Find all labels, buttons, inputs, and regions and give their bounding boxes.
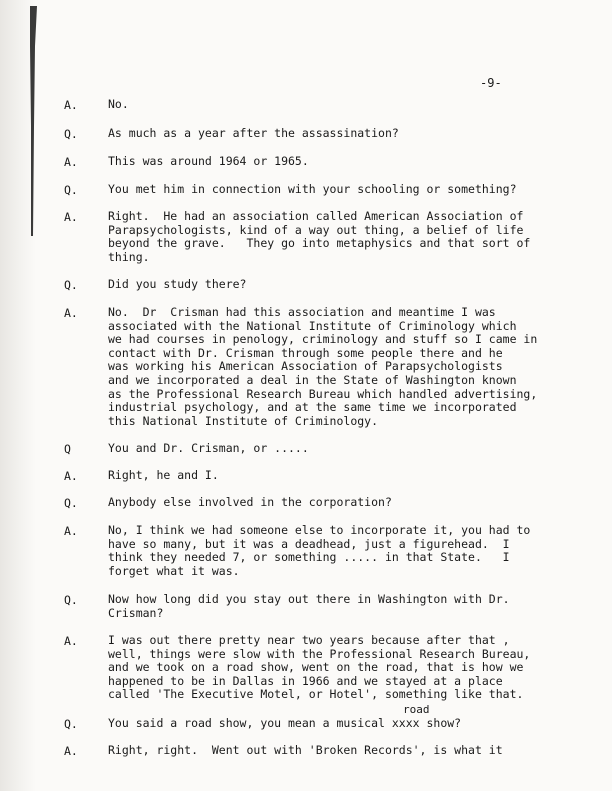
answer-text: No. — [108, 97, 129, 111]
speaker-label: Q. — [64, 278, 78, 292]
answer-line: we had courses in penology, criminology and stuff so I came in — [108, 332, 538, 347]
answer-line: I was out there pretty near two years because after that , — [108, 633, 510, 647]
answer-line: thing. — [108, 249, 150, 264]
overtyped-correction: road — [403, 703, 430, 716]
answer-line: No. Dr Crisman had this association and meantime I was — [108, 305, 496, 319]
question-line: Now how long did you stay out there in Washington with Dr. — [108, 592, 510, 606]
question-text: As much as a year after the assassination? — [108, 126, 399, 140]
speaker-label: A. — [64, 155, 78, 169]
speaker-label: Q. — [64, 593, 78, 607]
speaker-label: Q. — [64, 127, 78, 141]
question-line: Crisman? — [108, 605, 164, 620]
answer-line: forget what it was. — [108, 563, 240, 578]
answer-line: Right. He had an association called American Association of — [108, 209, 524, 223]
question-text: You said a road show, you mean a musical xxxx show? — [108, 716, 462, 730]
speaker-label: A. — [64, 306, 78, 320]
answer-line: think they needed 7, or something ..... in that State. I — [108, 550, 510, 565]
answer-line: beyond the grave. They go into metaphysics and that sort of — [108, 236, 531, 251]
answer-line: Parapsychologists, kind of a way out thing, a belief of life — [108, 222, 524, 237]
answer-text: This was around 1964 or 1965. — [108, 154, 309, 168]
speaker-label: Q. — [64, 183, 78, 197]
speaker-label: A. — [64, 634, 78, 648]
answer-line: and we took on a road show, went on the road, that is how we — [108, 660, 524, 675]
speaker-label: A. — [64, 98, 78, 112]
page-number: -9- — [480, 76, 502, 90]
answer-text: Right, right. Went out with 'Broken Records', is what it — [108, 743, 503, 757]
answer-line: well, things were slow with the Professional Research Bureau, — [108, 646, 531, 661]
answer-line: and we incorporated a deal in the State of Washington known — [108, 373, 517, 387]
answer-line: No, I think we had someone else to incorporate it, you had to — [108, 523, 531, 537]
speaker-label: Q. — [64, 717, 78, 731]
question-text: You and Dr. Crisman, or ..... — [108, 441, 309, 455]
question-text: Anybody else involved in the corporation? — [108, 495, 392, 509]
answer-line: contact with Dr. Crisman through some people there and he — [108, 345, 503, 360]
answer-line: as the Professional Research Bureau which handled advertising, — [108, 386, 538, 401]
answer-line: this National Institute of Criminology. — [108, 413, 379, 428]
answer-line: happened to be in Dallas in 1966 and we stayed at a place — [108, 673, 503, 688]
speaker-label: Q — [64, 442, 71, 456]
speaker-label: A. — [64, 210, 78, 224]
speaker-label: A. — [64, 744, 78, 758]
answer-line: associated with the National Institute of Criminology which — [108, 318, 517, 333]
answer-line: was working his American Association of Parapsychologists — [108, 359, 503, 374]
question-text: You met him in connection with your schooling or something? — [108, 182, 517, 196]
answer-line: called 'The Executive Motel, or Hotel', something like that. — [108, 687, 524, 702]
answer-line: industrial psychology, and at the same time we incorporated — [108, 400, 517, 415]
speaker-label: A. — [64, 469, 78, 483]
speaker-label: Q. — [64, 496, 78, 510]
speaker-label: A. — [64, 524, 78, 538]
question-text: Did you study there? — [108, 277, 247, 291]
answer-line: have so many, but it was a deadhead, just a figurehead. I — [108, 536, 510, 551]
answer-text: Right, he and I. — [108, 468, 219, 482]
binding-mark — [28, 6, 38, 236]
